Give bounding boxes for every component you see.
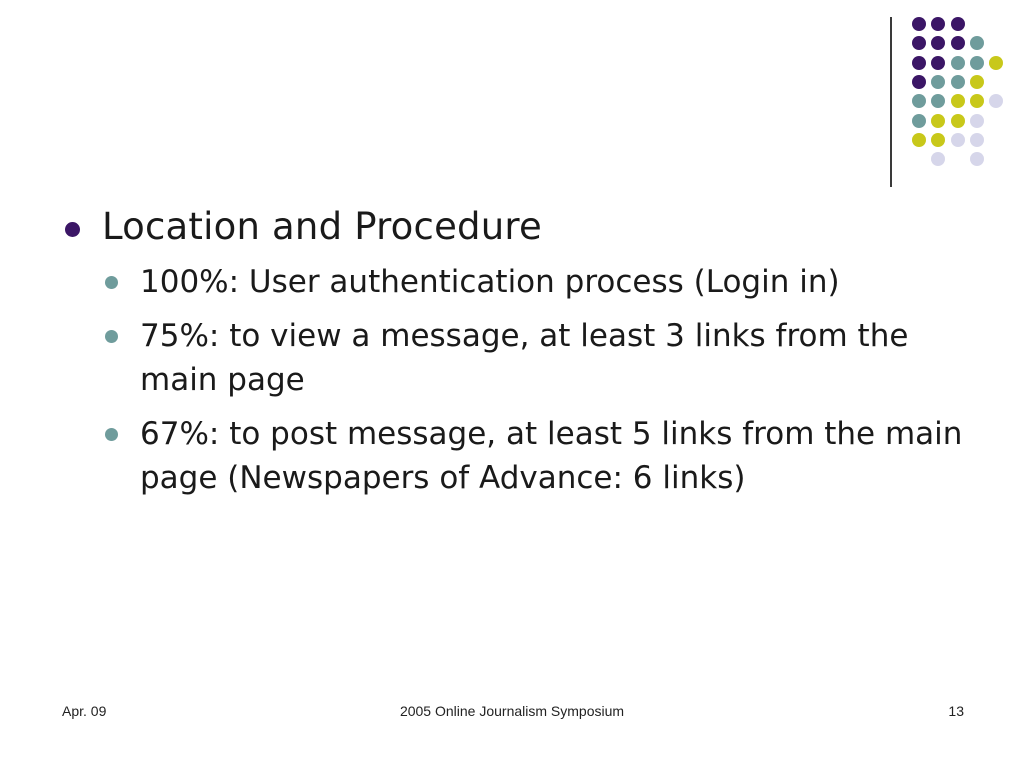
- decorative-dot: [931, 17, 945, 31]
- decorative-dot: [951, 56, 965, 70]
- slide-content: [62, 204, 982, 510]
- decorative-dot: [912, 75, 926, 89]
- decorative-dot: [970, 114, 984, 128]
- bullet-dot-icon: [105, 428, 118, 441]
- sub-bullet-list: [62, 260, 982, 500]
- decorative-dot: [912, 56, 926, 70]
- footer-title: 2005 Online Journalism Symposium: [399, 703, 625, 719]
- decorative-dot: [970, 133, 984, 147]
- decorative-dot: [931, 56, 945, 70]
- decorative-dot: [951, 36, 965, 50]
- sub-bullet-text: 67%: to post message, at least 5 links from the main page (Newspapers of Advance: 6 links): [140, 416, 963, 496]
- decorative-dot: [970, 152, 984, 166]
- decorative-dot: [951, 75, 965, 89]
- decorative-dot: [951, 114, 965, 128]
- bullet-dot-icon: [105, 276, 118, 289]
- sub-bullet-3: [62, 412, 970, 500]
- decorative-dot: [970, 94, 984, 108]
- decorative-dot: [912, 114, 926, 128]
- decorative-dot: [989, 56, 1003, 70]
- sub-bullet-text: 100%: User authentication process (Login in): [140, 264, 840, 300]
- decorative-dot: [912, 17, 926, 31]
- main-bullet-text: Location and Procedure: [102, 205, 542, 248]
- decorative-dot: [951, 94, 965, 108]
- decorative-dot: [931, 94, 945, 108]
- decorative-dot: [970, 56, 984, 70]
- decorative-dot-grid: [0, 0, 1024, 200]
- decorative-dot: [989, 94, 1003, 108]
- sub-bullet-text: 75%: to view a message, at least 3 links from the main page: [140, 318, 909, 398]
- decorative-dot: [970, 75, 984, 89]
- decorative-dot: [951, 133, 965, 147]
- decorative-dot: [970, 36, 984, 50]
- decorative-dot: [951, 17, 965, 31]
- footer-date: Apr. 09: [62, 703, 107, 719]
- sub-bullet-2: [62, 314, 970, 402]
- decorative-dot: [931, 152, 945, 166]
- decorative-dot: [912, 133, 926, 147]
- decorative-dot: [912, 94, 926, 108]
- decorative-dot: [931, 75, 945, 89]
- bullet-dot-icon: [65, 222, 80, 237]
- slide-number: 13: [948, 703, 964, 719]
- decorative-dot: [931, 114, 945, 128]
- decorative-dot: [931, 36, 945, 50]
- vertical-divider: [890, 17, 892, 187]
- decorative-dot: [912, 36, 926, 50]
- slide-footer: [0, 703, 1024, 727]
- bullet-dot-icon: [105, 330, 118, 343]
- decorative-dot: [931, 133, 945, 147]
- main-bullet: [62, 204, 982, 250]
- sub-bullet-1: [62, 260, 970, 304]
